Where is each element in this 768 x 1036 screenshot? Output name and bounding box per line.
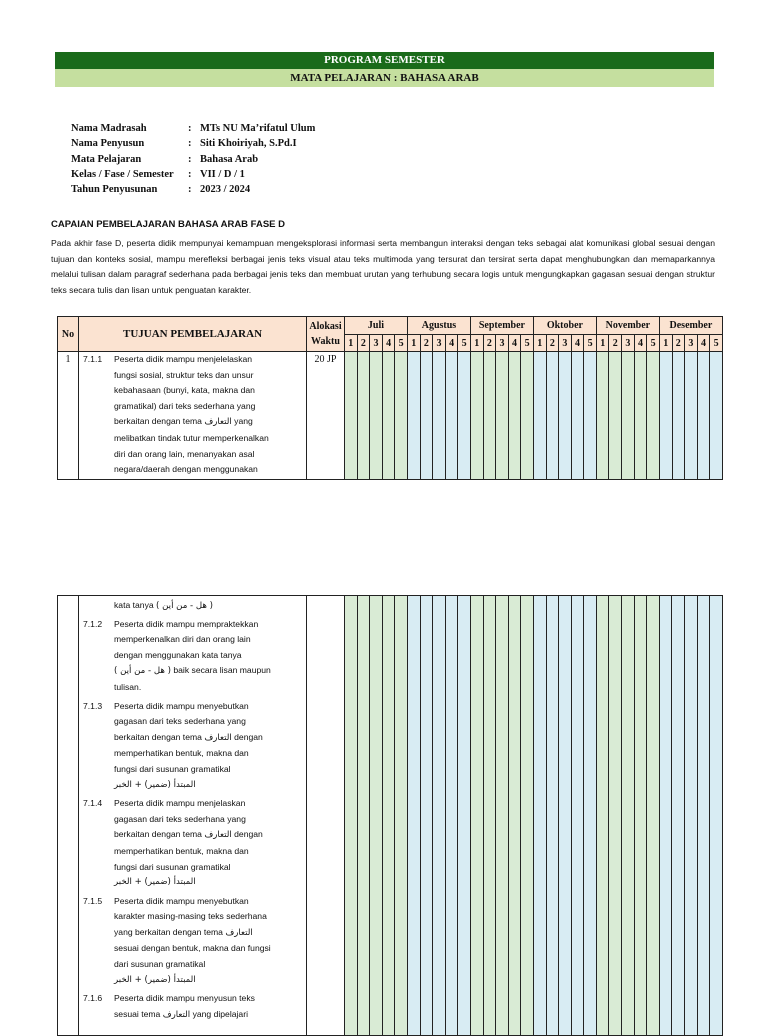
col-header-alokasi (307, 317, 345, 352)
month-header: Agustus (407, 317, 470, 335)
week-cell[interactable] (508, 596, 521, 1036)
text-line: memperkenalkan diri dan orang lain (114, 634, 251, 645)
text-line: Peserta didik mampu menjelelaskan (114, 354, 253, 364)
week-cell[interactable] (420, 352, 433, 480)
week-cell[interactable] (622, 352, 635, 480)
tujuan-item (79, 352, 306, 478)
text-span: berkaitan dengan tema (114, 829, 202, 840)
row-no (58, 596, 79, 1036)
week-header: 3 (370, 335, 383, 352)
week-cell[interactable] (571, 596, 584, 1036)
cp-paragraph: Pada akhir fase D, peserta didik mempunyai kemampuan mengeksplorasi informasi serta membangun interaksi dengan teks sebagai alat komunikasi global sesuai dengan tujuan dan konteks sosial, mampu merefleksi berbagai jenis teks visual atau teks multimoda yang tersurat dan tersirat serta dapat menghubungkan dan memaparkannya melalui tulisan dalam paragraf sederhana pada berbagai jenis teks dan membuat urutan yang terhubung secara logis untuk mengungkapkan gagasan sesuai dengan struktur teks secara tulis dan lisan untuk penguatan karakter. (51, 238, 715, 295)
text-line (114, 925, 302, 942)
tujuan-code: 7.1.2 (83, 618, 103, 629)
schedule-table (57, 316, 723, 480)
week-header: 2 (672, 335, 685, 352)
arabic-text: التعارف (225, 927, 253, 938)
info-row-penyusun (71, 136, 315, 151)
week-cell[interactable] (370, 596, 383, 1036)
info-value: Bahasa Arab (200, 153, 259, 165)
tujuan-cell (79, 352, 307, 480)
text-span: baik secara lisan maupun (173, 665, 271, 676)
text-line: Peserta didik mampu menyebutkan (114, 700, 249, 711)
week-cell[interactable] (659, 352, 672, 480)
week-cell[interactable] (697, 352, 710, 480)
week-header: 4 (382, 335, 395, 352)
week-header: 5 (521, 335, 534, 352)
text-line: Peserta didik mampu menjelaskan (114, 798, 246, 809)
week-cell[interactable] (634, 352, 647, 480)
week-header: 2 (420, 335, 433, 352)
info-row-kelas (71, 167, 315, 182)
tujuan-code: 7.1.4 (83, 798, 103, 809)
week-header: 4 (571, 335, 584, 352)
text-span: dengan (234, 829, 263, 840)
month-header: Desember (659, 317, 722, 335)
week-cell[interactable] (433, 352, 446, 480)
info-label: Nama Madrasah (71, 123, 147, 134)
cp-heading: CAPAIAN PEMBELAJARAN BAHASA ARAB FASE D (51, 219, 285, 230)
col-header-no: No (58, 317, 79, 352)
tujuan-text (114, 894, 306, 989)
week-cell[interactable] (395, 352, 408, 480)
week-cell[interactable] (710, 596, 723, 1036)
week-cell[interactable] (433, 596, 446, 1036)
week-header: 4 (445, 335, 458, 352)
col-header-tujuan: TUJUAN PEMBELAJARAN (79, 317, 307, 352)
alokasi-value (307, 596, 345, 1036)
month-header: Oktober (533, 317, 596, 335)
text-span: kata tanya (114, 600, 154, 610)
week-cell[interactable] (685, 352, 698, 480)
text-line (114, 598, 302, 615)
tujuan-text (114, 352, 306, 478)
week-cell[interactable] (496, 596, 509, 1036)
week-cell[interactable] (470, 352, 483, 480)
week-cell[interactable] (609, 596, 622, 1036)
week-header: 3 (685, 335, 698, 352)
month-header: September (470, 317, 533, 335)
week-cell[interactable] (483, 596, 496, 1036)
week-header: 1 (407, 335, 420, 352)
text-span: yang berkaitan dengan tema (114, 926, 223, 937)
text-line: diri dan orang lain, menanyakan asal (114, 448, 255, 459)
tujuan-text (114, 598, 306, 615)
text-line: gramatikal) dari teks sederhana yang (114, 400, 256, 411)
week-header: 4 (634, 335, 647, 352)
week-cell[interactable] (496, 352, 509, 480)
text-span: yang dipelajari (192, 1008, 248, 1019)
week-header: 2 (546, 335, 559, 352)
week-cell[interactable] (647, 596, 660, 1036)
tujuan-code: 7.1.1 (83, 354, 103, 364)
schedule-table-continued (57, 595, 723, 1036)
info-row-mapel (71, 152, 315, 167)
week-header: 1 (533, 335, 546, 352)
week-cell[interactable] (596, 596, 609, 1036)
info-separator: : (188, 138, 192, 150)
text-line: gagasan dari teks sederhana yang (114, 716, 246, 727)
tujuan-item (79, 598, 306, 615)
tujuan-item (79, 699, 306, 794)
week-cell[interactable] (622, 596, 635, 1036)
week-cell[interactable] (609, 352, 622, 480)
info-value: MTs NU Ma’rifatul Ulum (200, 123, 316, 134)
identity-block (71, 121, 315, 197)
week-cell[interactable] (672, 596, 685, 1036)
tujuan-code (79, 598, 114, 615)
week-cell[interactable] (458, 352, 471, 480)
week-cell[interactable] (521, 352, 534, 480)
tujuan-code: 7.1.6 (83, 993, 103, 1004)
week-cell[interactable] (559, 596, 572, 1036)
tujuan-item (79, 991, 306, 1023)
week-cell[interactable] (584, 352, 597, 480)
title-banner: PROGRAM SEMESTER (55, 52, 714, 69)
text-line: kebahasaan (bunyi, kata, makna dan (114, 385, 255, 396)
alokasi-line-1: Alokasi (309, 321, 342, 332)
tujuan-item (79, 894, 306, 989)
text-line (114, 1007, 302, 1024)
month-header: November (596, 317, 659, 335)
text-line: melibatkan tindak tutur memperkenalkan (114, 432, 269, 443)
tujuan-item (79, 617, 306, 696)
text-line (114, 663, 302, 680)
week-cell[interactable] (345, 596, 358, 1036)
week-header: 2 (357, 335, 370, 352)
week-cell[interactable] (559, 352, 572, 480)
week-header: 2 (609, 335, 622, 352)
week-cell[interactable] (345, 352, 358, 480)
week-cell[interactable] (370, 352, 383, 480)
text-line: memperhatikan bentuk, makna dan (114, 845, 249, 856)
text-line: Peserta didik mampu mempraktekkan (114, 618, 259, 629)
text-line: memperhatikan bentuk, makna dan (114, 748, 249, 759)
text-line: dengan menggunakan kata tanya (114, 649, 242, 660)
info-separator: : (188, 123, 192, 134)
week-header: 5 (647, 335, 660, 352)
text-line: fungsi dari susunan gramatikal (114, 763, 231, 774)
text-line (114, 414, 302, 431)
text-line: المبتدأ (ضمير) + الخبر (114, 779, 196, 790)
week-header: 2 (483, 335, 496, 352)
week-cell[interactable] (596, 352, 609, 480)
week-cell[interactable] (407, 352, 420, 480)
week-cell[interactable] (357, 596, 370, 1036)
text-span: berkaitan dengan tema (114, 731, 202, 742)
text-span: dengan (234, 731, 263, 742)
week-cell[interactable] (697, 596, 710, 1036)
week-header: 4 (697, 335, 710, 352)
text-line: Peserta didik mampu menyusun teks (114, 993, 255, 1004)
week-cell[interactable] (483, 352, 496, 480)
week-cell[interactable] (395, 596, 408, 1036)
week-cell[interactable] (458, 596, 471, 1036)
week-header: 3 (433, 335, 446, 352)
week-header: 3 (622, 335, 635, 352)
arabic-text: التعارف (162, 1009, 191, 1020)
tujuan-cell (79, 596, 307, 1036)
week-cell[interactable] (407, 596, 420, 1036)
info-label: Nama Penyusun (71, 138, 145, 150)
subtitle-banner: MATA PELAJARAN : BAHASA ARAB (55, 69, 714, 87)
text-line: dari susunan gramatikal (114, 959, 206, 970)
text-line: المبتدأ (ضمير) + الخبر (114, 974, 196, 985)
week-cell[interactable] (634, 596, 647, 1036)
text-line: sesuai dengan bentuk, makna dan fungsi (114, 943, 271, 954)
week-header: 4 (508, 335, 521, 352)
text-line: tulisan. (114, 681, 142, 692)
info-separator: : (188, 168, 192, 180)
week-header: 1 (659, 335, 672, 352)
week-header: 1 (596, 335, 609, 352)
row-no: 1 (58, 352, 79, 480)
week-header: 1 (345, 335, 358, 352)
tujuan-text (114, 796, 306, 891)
week-cell[interactable] (521, 596, 534, 1036)
week-header: 5 (458, 335, 471, 352)
tujuan-text (114, 617, 306, 696)
week-header: 5 (584, 335, 597, 352)
week-cell[interactable] (420, 596, 433, 1036)
arabic-text: ( هل - من أين ) (156, 601, 214, 611)
info-label: Mata Pelajaran (71, 153, 142, 165)
week-cell[interactable] (470, 596, 483, 1036)
info-label: Tahun Penyusunan (71, 184, 158, 196)
alokasi-value: 20 JP (307, 352, 345, 480)
week-cell[interactable] (546, 596, 559, 1036)
week-header: 5 (395, 335, 408, 352)
month-header: Juli (345, 317, 408, 335)
week-cell[interactable] (382, 596, 395, 1036)
info-value: VII / D / 1 (200, 168, 245, 180)
week-header: 3 (559, 335, 572, 352)
week-cell[interactable] (647, 352, 660, 480)
week-header: 5 (710, 335, 723, 352)
arabic-text: التعارف (204, 830, 232, 841)
week-cell[interactable] (546, 352, 559, 480)
week-cell[interactable] (672, 352, 685, 480)
week-cell[interactable] (533, 596, 546, 1036)
week-header: 3 (496, 335, 509, 352)
week-cell[interactable] (382, 352, 395, 480)
text-line: fungsi sosial, struktur teks dan unsur (114, 369, 254, 380)
week-cell[interactable] (571, 352, 584, 480)
info-row-tahun (71, 182, 315, 197)
tujuan-code: 7.1.5 (83, 895, 103, 906)
week-cell[interactable] (584, 596, 597, 1036)
alokasi-line-2: Waktu (311, 336, 340, 347)
week-cell[interactable] (445, 352, 458, 480)
arabic-text: التعارف (204, 732, 232, 743)
tujuan-text (114, 991, 306, 1023)
text-line: fungsi dari susunan gramatikal (114, 861, 231, 872)
text-line (114, 730, 302, 747)
week-cell[interactable] (508, 352, 521, 480)
info-separator: : (188, 153, 192, 165)
tujuan-text (114, 699, 306, 794)
info-value: 2023 / 2024 (200, 184, 251, 196)
text-line: المبتدأ (ضمير) + الخبر (114, 877, 196, 888)
tujuan-item (79, 796, 306, 891)
text-line: negara/daerah dengan menggunakan (114, 464, 258, 475)
arabic-text: ( هل - من أين ) (114, 666, 171, 677)
tujuan-code: 7.1.3 (83, 700, 103, 711)
info-separator: : (188, 184, 192, 196)
text-span: yang (234, 416, 253, 427)
week-cell[interactable] (685, 596, 698, 1036)
week-cell[interactable] (445, 596, 458, 1036)
week-cell[interactable] (533, 352, 546, 480)
week-cell[interactable] (659, 596, 672, 1036)
text-span: sesuai tema (114, 1008, 161, 1019)
arabic-text: التعارف (204, 417, 232, 428)
week-cell[interactable] (357, 352, 370, 480)
text-line: gagasan dari teks sederhana yang (114, 813, 246, 824)
text-line: karakter masing-masing teks sederhana (114, 911, 267, 922)
week-cell[interactable] (710, 352, 723, 480)
text-span: berkaitan dengan tema (114, 416, 202, 427)
text-line (114, 827, 302, 844)
info-label: Kelas / Fase / Semester (71, 168, 174, 180)
week-header: 1 (470, 335, 483, 352)
info-value: Siti Khoiriyah, S.Pd.I (200, 138, 297, 150)
info-row-madrasah (71, 121, 315, 136)
text-line: Peserta didik mampu menyebutkan (114, 895, 249, 906)
